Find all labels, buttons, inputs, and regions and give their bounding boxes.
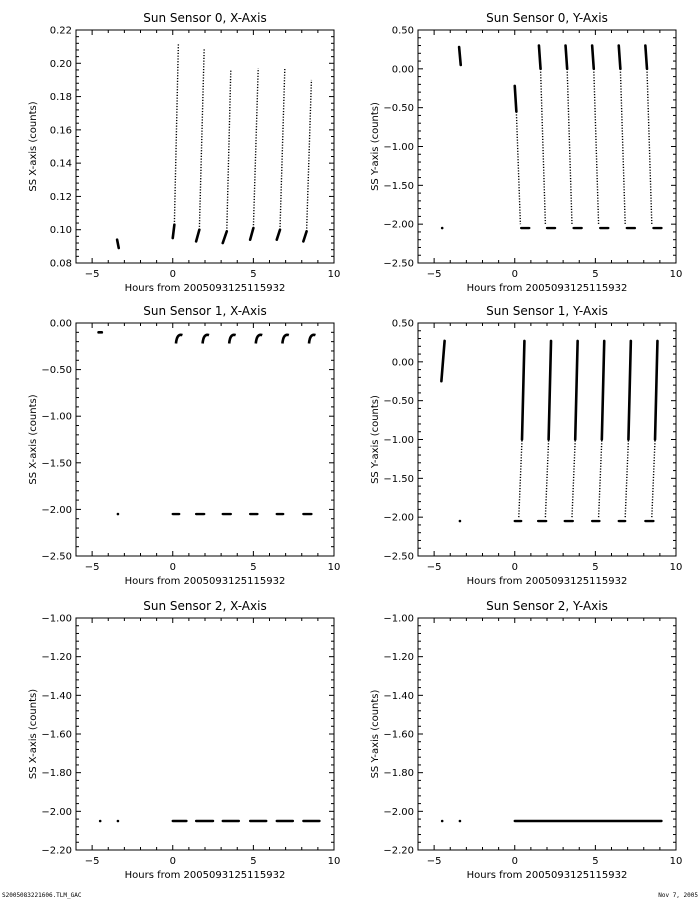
y-axis-label: SS X-axis (counts) bbox=[28, 394, 39, 485]
chart-title: Sun Sensor 1, X-Axis bbox=[143, 304, 267, 318]
data-dense bbox=[645, 46, 647, 69]
data-point bbox=[117, 820, 120, 823]
y-tick-label: −1.20 bbox=[41, 652, 72, 664]
x-tick-label: 5 bbox=[592, 269, 599, 280]
footer-date: Nov 7, 2005 bbox=[658, 892, 698, 899]
data-sweep bbox=[307, 80, 312, 231]
x-tick-label: 5 bbox=[250, 269, 257, 280]
data-sweep bbox=[567, 69, 572, 224]
y-tick-label: −0.50 bbox=[41, 365, 72, 377]
data-arc bbox=[229, 335, 235, 344]
data-sweep bbox=[647, 69, 652, 224]
y-axis-label: SS X-axis (counts) bbox=[28, 101, 39, 192]
y-tick-label: −1.80 bbox=[41, 768, 72, 780]
x-tick-label: 10 bbox=[327, 562, 341, 573]
x-tick-label: −5 bbox=[426, 269, 442, 280]
x-tick-label: −5 bbox=[84, 562, 100, 573]
data-point bbox=[117, 513, 120, 516]
chart-title: Sun Sensor 2, X-Axis bbox=[143, 599, 267, 613]
data-sweep bbox=[572, 440, 575, 518]
plot-frame bbox=[418, 618, 676, 850]
data-dense bbox=[277, 230, 280, 240]
data-sweep bbox=[625, 440, 628, 518]
data-dense bbox=[196, 230, 199, 242]
plot-frame bbox=[76, 618, 334, 850]
y-tick-label: −2.50 bbox=[41, 551, 72, 563]
y-tick-label: −1.20 bbox=[383, 652, 414, 664]
y-tick-label: 0.14 bbox=[49, 158, 72, 170]
data-point bbox=[459, 520, 462, 523]
x-tick-label: 10 bbox=[669, 269, 683, 280]
data-dense bbox=[602, 341, 604, 440]
data-dense bbox=[539, 46, 541, 69]
y-tick-label: −2.00 bbox=[41, 806, 72, 818]
data-dense bbox=[441, 341, 444, 381]
x-tick-label: −5 bbox=[426, 856, 442, 867]
y-tick-label: −2.50 bbox=[383, 551, 414, 563]
data-dense bbox=[592, 46, 594, 69]
data-sweep bbox=[519, 440, 522, 518]
y-tick-label: −0.50 bbox=[383, 396, 414, 408]
y-tick-label: −0.50 bbox=[383, 103, 414, 115]
x-axis-label: Hours from 2005093125115932 bbox=[466, 576, 628, 587]
y-tick-label: −1.50 bbox=[383, 180, 414, 192]
y-tick-label: −1.80 bbox=[383, 768, 414, 780]
x-tick-label: 5 bbox=[592, 856, 599, 867]
x-tick-label: 0 bbox=[511, 562, 518, 573]
chart-panel-0 bbox=[28, 11, 340, 294]
y-axis-label: SS Y-axis (counts) bbox=[370, 395, 381, 484]
chart-title: Sun Sensor 2, Y-Axis bbox=[486, 599, 608, 613]
data-dense bbox=[619, 46, 621, 69]
data-sweep bbox=[280, 68, 285, 229]
x-tick-label: −5 bbox=[426, 562, 442, 573]
footer-filename: S2005083221606.TLM_GAC bbox=[2, 892, 82, 899]
y-tick-label: −2.20 bbox=[41, 845, 72, 857]
data-point bbox=[441, 820, 444, 823]
x-tick-label: 0 bbox=[511, 856, 518, 867]
data-dense bbox=[566, 46, 568, 69]
data-short bbox=[117, 240, 119, 248]
y-tick-label: 0.10 bbox=[49, 225, 72, 237]
x-tick-label: 5 bbox=[592, 562, 599, 573]
data-arc bbox=[256, 335, 262, 344]
y-tick-label: 0.22 bbox=[49, 25, 72, 37]
y-tick-label: −1.60 bbox=[41, 729, 72, 741]
data-arc bbox=[309, 335, 315, 344]
plot-frame bbox=[76, 30, 334, 263]
x-tick-label: 10 bbox=[669, 562, 683, 573]
data-dense bbox=[575, 341, 577, 440]
chart-panel-4 bbox=[28, 599, 340, 881]
y-tick-label: −1.40 bbox=[383, 690, 414, 702]
data-sweep bbox=[174, 43, 178, 224]
data-arc bbox=[176, 335, 182, 344]
data-dense bbox=[303, 231, 306, 241]
data-sweep bbox=[516, 112, 520, 225]
data-sweep bbox=[253, 68, 258, 228]
chart-title: Sun Sensor 0, X-Axis bbox=[143, 11, 267, 25]
x-tick-label: 0 bbox=[511, 269, 518, 280]
y-axis-label: SS Y-axis (counts) bbox=[370, 689, 381, 779]
data-point bbox=[459, 820, 462, 823]
y-tick-label: 0.00 bbox=[391, 64, 414, 76]
y-tick-label: 0.20 bbox=[49, 58, 72, 70]
y-tick-label: −1.00 bbox=[41, 411, 72, 423]
data-sweep bbox=[620, 69, 625, 224]
y-tick-label: −2.00 bbox=[41, 504, 72, 516]
y-tick-label: 0.00 bbox=[49, 318, 72, 330]
y-tick-label: 0.50 bbox=[391, 25, 414, 37]
y-tick-label: −2.00 bbox=[383, 806, 414, 818]
y-tick-label: −2.50 bbox=[383, 258, 414, 270]
x-tick-label: 5 bbox=[250, 562, 257, 573]
data-point bbox=[99, 820, 102, 823]
data-point bbox=[441, 227, 444, 230]
data-sweep bbox=[652, 440, 655, 518]
data-sweep bbox=[594, 69, 599, 224]
y-tick-label: −1.50 bbox=[41, 458, 72, 470]
data-dense bbox=[628, 341, 630, 440]
x-axis-label: Hours from 2005093125115932 bbox=[124, 283, 286, 294]
data-sweep bbox=[541, 69, 546, 224]
data-dense bbox=[250, 228, 253, 240]
data-sweep bbox=[599, 440, 602, 518]
x-tick-label: −5 bbox=[84, 269, 100, 280]
data-sweep bbox=[545, 440, 548, 518]
y-tick-label: −2.00 bbox=[383, 219, 414, 231]
y-tick-label: 0.16 bbox=[49, 125, 72, 137]
x-tick-label: 0 bbox=[169, 562, 176, 573]
x-tick-label: −5 bbox=[84, 856, 100, 867]
y-tick-label: 0.18 bbox=[49, 92, 72, 104]
y-tick-label: −1.00 bbox=[383, 613, 414, 625]
data-sweep bbox=[227, 70, 231, 231]
y-tick-label: −1.00 bbox=[383, 435, 414, 446]
chart-title: Sun Sensor 0, Y-Axis bbox=[486, 11, 608, 25]
chart-panel-1 bbox=[370, 11, 682, 294]
chart-panel-2 bbox=[28, 304, 340, 587]
y-tick-label: −2.00 bbox=[383, 512, 414, 524]
y-tick-label: −1.50 bbox=[383, 473, 414, 485]
plot-frame bbox=[76, 323, 334, 556]
x-tick-label: 0 bbox=[169, 269, 176, 280]
data-dense bbox=[522, 341, 524, 440]
data-dense bbox=[655, 341, 657, 440]
chart-panel-3 bbox=[370, 304, 682, 587]
y-tick-label: −1.00 bbox=[383, 142, 414, 153]
data-dense bbox=[223, 231, 227, 243]
y-tick-label: 0.50 bbox=[391, 318, 414, 330]
x-tick-label: 5 bbox=[250, 856, 257, 867]
data-dense bbox=[549, 341, 551, 440]
y-tick-label: −1.60 bbox=[383, 729, 414, 741]
x-axis-label: Hours from 2005093125115932 bbox=[466, 870, 628, 881]
x-tick-label: 0 bbox=[169, 856, 176, 867]
data-sweep bbox=[199, 48, 204, 229]
x-tick-label: 10 bbox=[327, 856, 341, 867]
x-tick-label: 10 bbox=[669, 856, 683, 867]
x-axis-label: Hours from 2005093125115932 bbox=[124, 576, 286, 587]
y-tick-label: −2.20 bbox=[383, 845, 414, 857]
chart-panel-5 bbox=[370, 599, 682, 881]
y-tick-label: 0.12 bbox=[49, 191, 72, 203]
x-axis-label: Hours from 2005093125115932 bbox=[466, 283, 628, 294]
data-arc bbox=[203, 335, 209, 344]
data-arc bbox=[282, 335, 288, 344]
x-axis-label: Hours from 2005093125115932 bbox=[124, 870, 286, 881]
chart-title: Sun Sensor 1, Y-Axis bbox=[486, 304, 608, 318]
y-axis-label: SS Y-axis (counts) bbox=[370, 102, 381, 191]
data-dense bbox=[515, 86, 517, 112]
y-tick-label: −1.00 bbox=[41, 613, 72, 625]
y-axis-label: SS X-axis (counts) bbox=[28, 688, 39, 780]
data-dense bbox=[459, 47, 461, 65]
y-tick-label: 0.00 bbox=[391, 357, 414, 369]
x-tick-label: 10 bbox=[327, 269, 341, 280]
y-tick-label: 0.08 bbox=[49, 258, 72, 270]
y-tick-label: −1.40 bbox=[41, 690, 72, 702]
data-dense bbox=[173, 225, 175, 238]
